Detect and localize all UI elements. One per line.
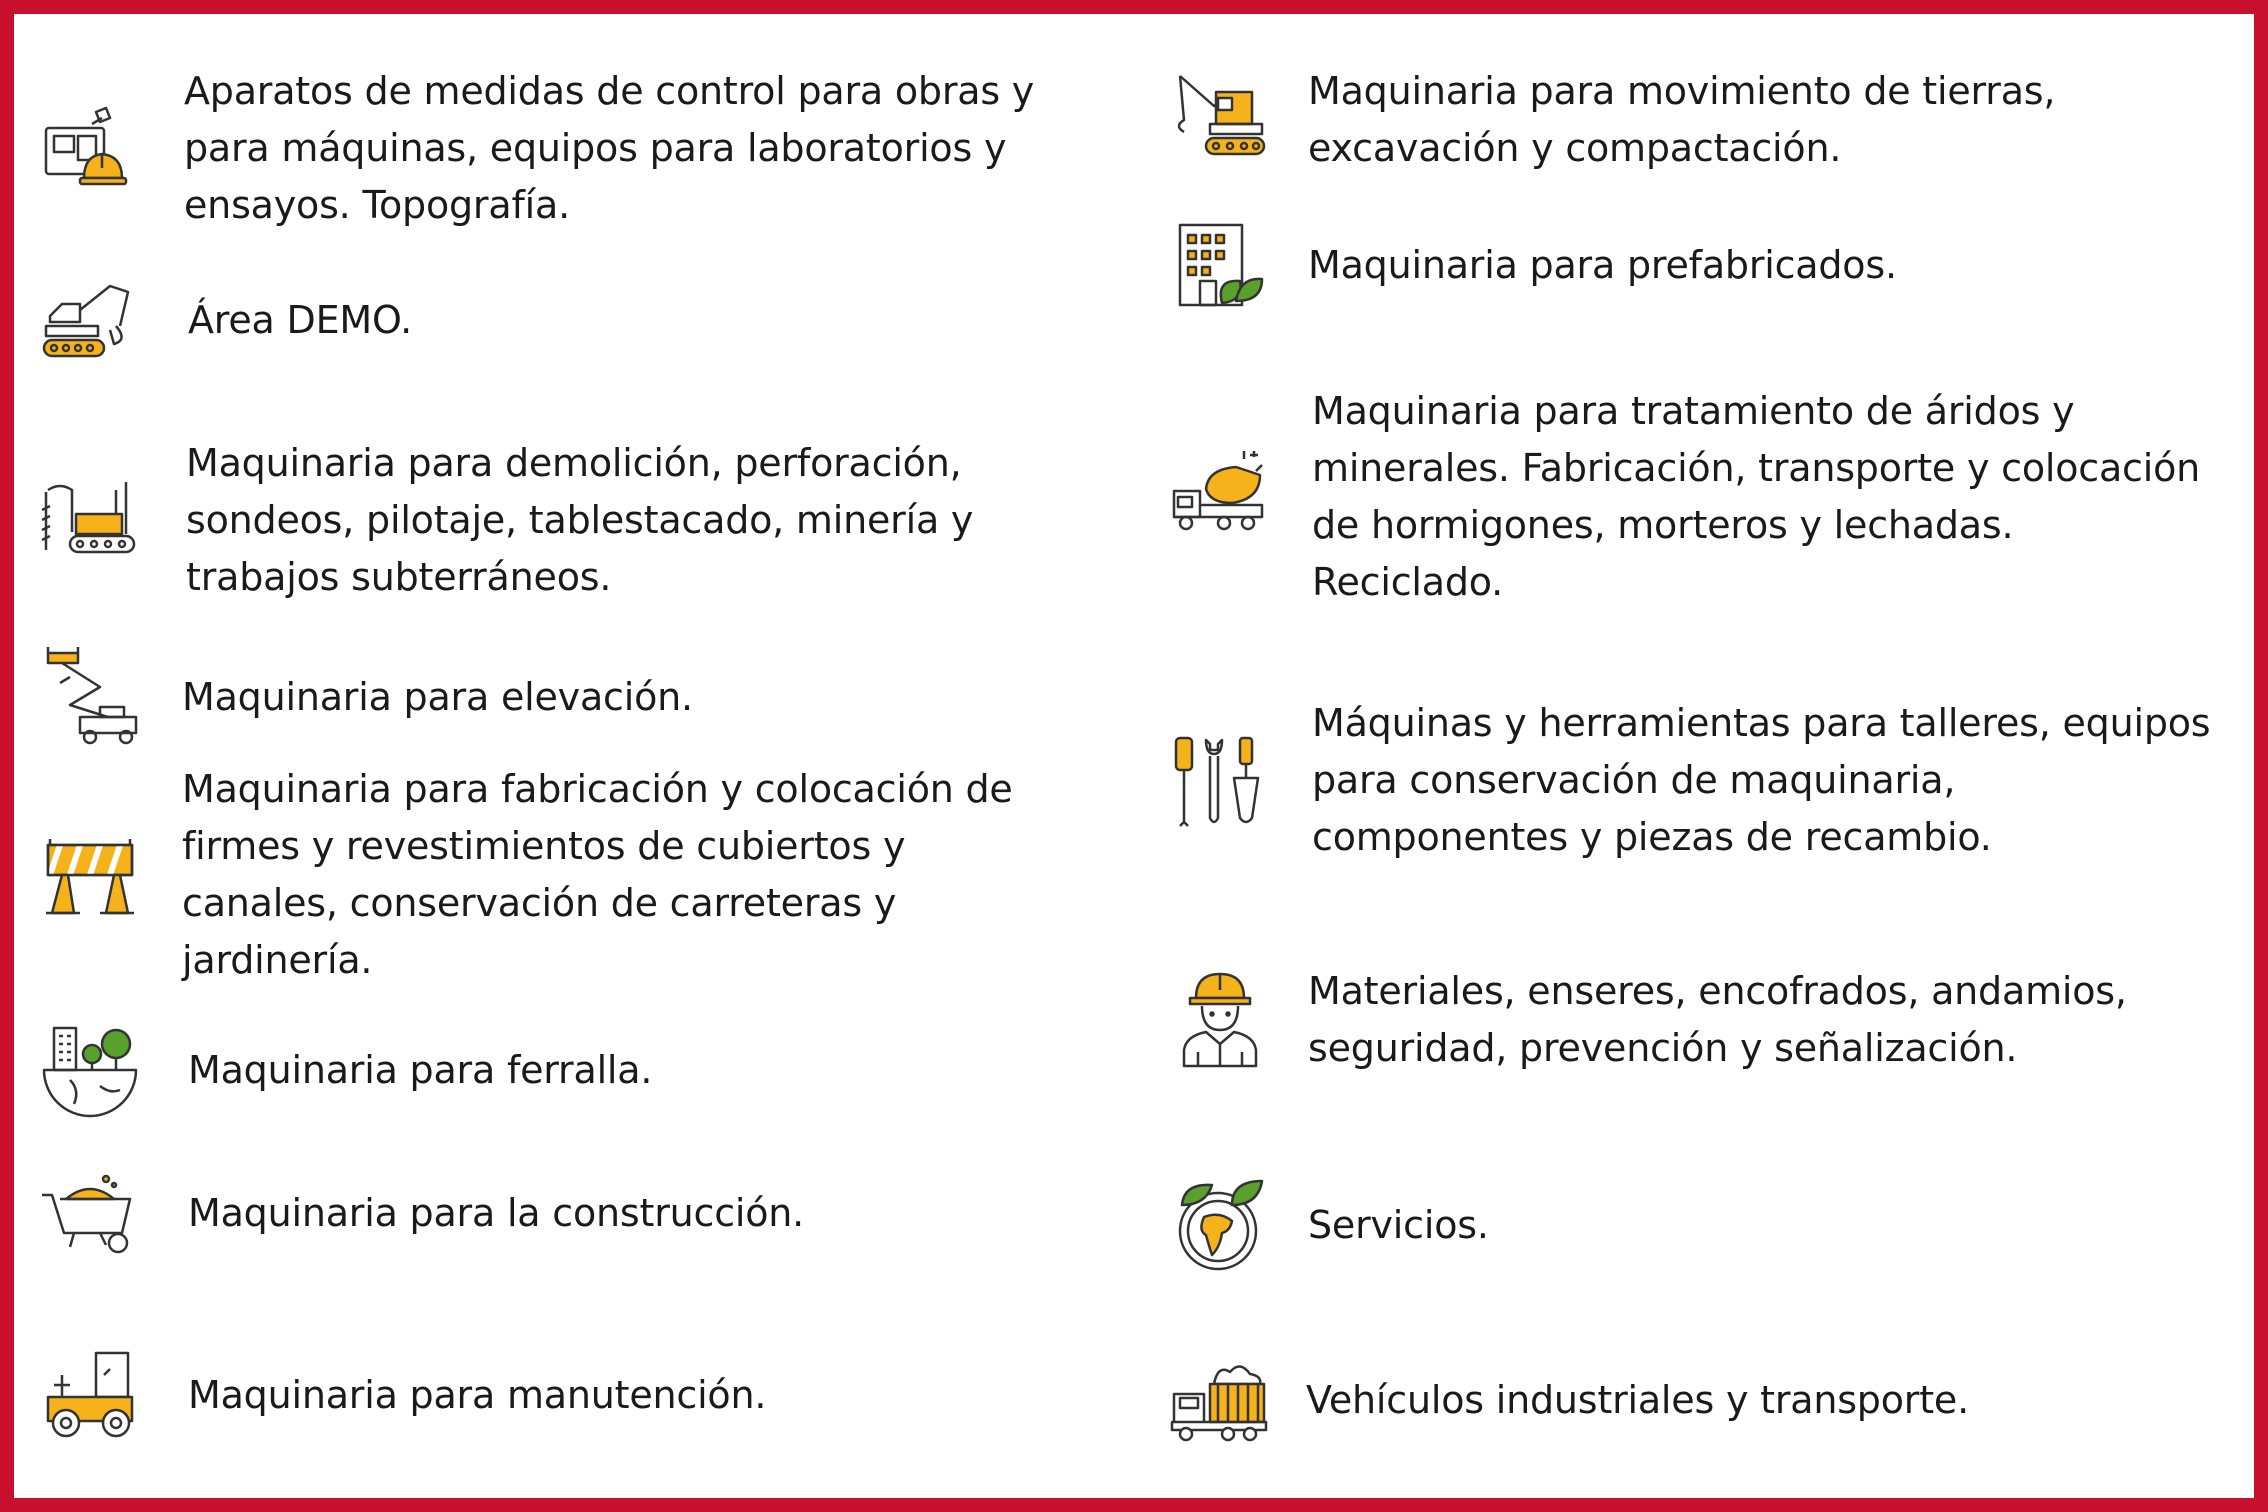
category-label: Servicios. [1308, 1202, 1489, 1247]
category-item-elevation[interactable] [40, 632, 1040, 762]
cement-truck-icon [1170, 447, 1270, 547]
category-item-measurement[interactable] [40, 58, 1040, 238]
category-label: Área DEMO. [188, 297, 413, 342]
scissor-lift-icon [40, 647, 140, 747]
category-item-workshop[interactable] [1170, 690, 2230, 870]
dump-truck-icon [1170, 1350, 1270, 1450]
category-label: Maquinaria para demolición, perforación, sondeos, pilotaje, tablestacado, minería y trabajos subterráneos. [186, 440, 974, 599]
excavator-icon [40, 270, 140, 370]
category-label: Maquinaria para manutención. [188, 1372, 767, 1417]
wheelbarrow-icon [40, 1163, 140, 1263]
tools-icon [1170, 730, 1270, 830]
category-label: Aparatos de medidas de control para obras y para máquinas, equipos para laboratorios y ensayos. Topografía. [184, 68, 1035, 227]
eco-globe-icon [1170, 1175, 1270, 1275]
category-item-demolition[interactable] [40, 430, 1040, 610]
category-item-handling[interactable] [40, 1340, 1040, 1450]
eco-building-icon [1170, 215, 1270, 315]
category-item-precast[interactable] [1170, 210, 2230, 320]
category-label: Maquinaria para tratamiento de áridos y minerales. Fabricación, transporte y colocación de hormigones, morteros y lechadas. Reciclado. [1312, 389, 2201, 604]
worker-icon [1170, 970, 1270, 1070]
category-label: Maquinaria para movimiento de tierras, excavación y compactación. [1308, 69, 2056, 170]
category-label: Maquinaria para elevación. [182, 674, 693, 719]
category-item-services[interactable] [1170, 1170, 2230, 1280]
category-item-materials[interactable] [1170, 955, 2230, 1085]
tractor-icon [40, 1345, 140, 1445]
category-item-vehicles[interactable] [1170, 1345, 2230, 1455]
category-label: Materiales, enseres, encofrados, andamios, seguridad, prevención y señalización. [1308, 969, 2127, 1070]
category-label: Maquinaria para la construcción. [188, 1190, 805, 1235]
category-item-demo[interactable] [40, 270, 1040, 370]
category-label: Maquinaria para fabricación y colocación de firmes y revestimientos de cubiertos y canales, conservación de carreteras y jardinería. [182, 767, 1013, 982]
city-globe-icon [40, 1020, 140, 1120]
category-label: Vehículos industriales y transporte. [1306, 1377, 1969, 1422]
excavator-icon [1170, 70, 1270, 170]
blueprint-helmet-icon [40, 98, 140, 198]
category-item-paving[interactable] [40, 767, 1040, 982]
drilling-rig-icon [40, 470, 140, 570]
category-item-ferralla[interactable] [40, 1015, 1040, 1125]
category-item-aggregates[interactable] [1170, 382, 2230, 612]
category-label: Máquinas y herramientas para talleres, equipos para conservación de maquinaria, componentes y piezas de recambio. [1312, 700, 2211, 859]
category-label: Maquinaria para ferralla. [188, 1047, 653, 1092]
category-item-earthmoving[interactable] [1170, 60, 2230, 180]
road-barrier-icon [40, 825, 140, 925]
category-item-construction[interactable] [40, 1158, 1040, 1268]
category-label: Maquinaria para prefabricados. [1308, 242, 1897, 287]
